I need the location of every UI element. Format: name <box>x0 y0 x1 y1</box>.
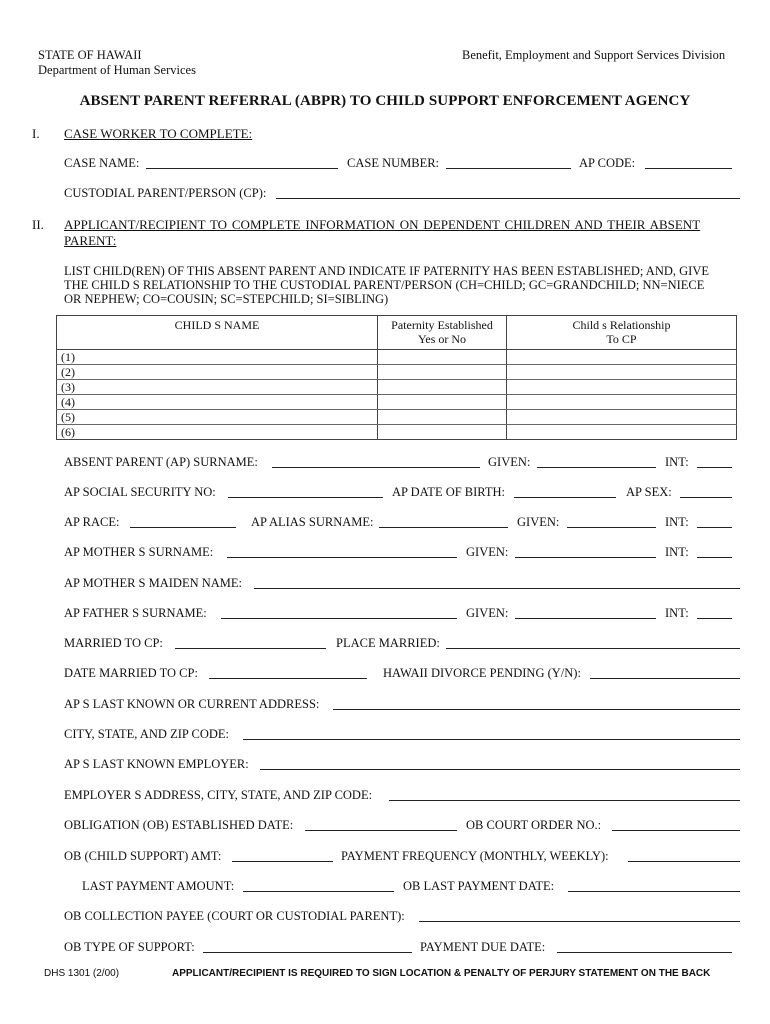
alias-given-field[interactable] <box>567 527 656 528</box>
case-name-field[interactable] <box>146 168 338 169</box>
ap-code-label: AP CODE: <box>579 156 636 170</box>
alias-int-label: INT: <box>665 515 689 529</box>
ob-payee-label: OB COLLECTION PAYEE (COURT OR CUSTODIAL PARENT): <box>64 909 405 923</box>
table-row <box>57 395 737 410</box>
form-number: DHS 1301 (2/00) <box>44 968 120 979</box>
children-table-header <box>57 316 737 350</box>
custodial-parent-field[interactable] <box>276 198 740 199</box>
col-child-name: CHILD S NAME <box>57 316 378 350</box>
ap-father-surname-label: AP FATHER S SURNAME: <box>64 606 207 620</box>
children-table <box>56 315 737 440</box>
case-number-field[interactable] <box>446 168 571 169</box>
ap-address-field[interactable] <box>333 709 740 710</box>
married-to-cp-field[interactable] <box>175 648 326 649</box>
state-name: STATE OF HAWAII <box>38 48 142 62</box>
table-row <box>57 410 737 425</box>
child-name-cell[interactable]: (6) <box>57 425 378 440</box>
ap-alias-label: AP ALIAS SURNAME: <box>251 515 374 529</box>
ap-mother-maiden-field[interactable] <box>254 588 740 589</box>
place-married-label: PLACE MARRIED: <box>336 636 440 650</box>
ap-address-label: AP S LAST KNOWN OR CURRENT ADDRESS: <box>64 697 320 711</box>
mother-int-field[interactable] <box>697 557 732 558</box>
ob-last-payment-date-label: OB LAST PAYMENT DATE: <box>403 879 555 893</box>
ap-race-label: AP RACE: <box>64 515 120 529</box>
ap-sex-label: AP SEX: <box>626 485 672 499</box>
ap-given-field[interactable] <box>537 467 656 468</box>
employer-address-label: EMPLOYER S ADDRESS, CITY, STATE, AND ZIP CODE: <box>64 788 373 802</box>
ob-type-label: OB TYPE OF SUPPORT: <box>64 940 195 954</box>
child-name-cell[interactable]: (2) <box>57 365 378 380</box>
ap-employer-label: AP S LAST KNOWN EMPLOYER: <box>64 757 249 771</box>
ap-ssn-label: AP SOCIAL SECURITY NO: <box>64 485 216 499</box>
table-row <box>57 425 737 440</box>
ob-date-label: OBLIGATION (OB) ESTABLISHED DATE: <box>64 818 294 832</box>
division-name: Benefit, Employment and Support Services Division <box>462 48 726 62</box>
payment-frequency-label: PAYMENT FREQUENCY (MONTHLY, WEEKLY): <box>341 849 609 863</box>
city-state-zip-label: CITY, STATE, AND ZIP CODE: <box>64 727 229 741</box>
ob-payee-field[interactable] <box>419 921 740 922</box>
department-name: Department of Human Services <box>38 63 196 77</box>
ob-type-field[interactable] <box>203 952 412 953</box>
child-name-cell[interactable]: (4) <box>57 395 378 410</box>
table-row <box>57 350 737 365</box>
ap-code-field[interactable] <box>645 168 732 169</box>
ap-ssn-field[interactable] <box>228 497 383 498</box>
divorce-pending-label: HAWAII DIVORCE PENDING (Y/N): <box>383 666 581 680</box>
ap-mother-maiden-label: AP MOTHER S MAIDEN NAME: <box>64 576 243 590</box>
child-name-cell[interactable]: (3) <box>57 380 378 395</box>
alias-given-label: GIVEN: <box>517 515 560 529</box>
father-int-field[interactable] <box>697 618 732 619</box>
ob-amt-field[interactable] <box>232 861 333 862</box>
child-name-cell[interactable]: (5) <box>57 410 378 425</box>
case-name-label: CASE NAME: <box>64 156 140 170</box>
ap-alias-field[interactable] <box>379 527 508 528</box>
ap-dob-field[interactable] <box>514 497 616 498</box>
ap-mother-surname-field[interactable] <box>227 557 457 558</box>
instructions-line2: THE CHILD S RELATIONSHIP TO THE CUSTODIAL PARENT/PERSON (CH=CHILD; GC=GRANDCHILD; NN=NIECE <box>64 278 705 292</box>
mother-int-label: INT: <box>665 545 689 559</box>
relationship-cell[interactable] <box>507 380 737 395</box>
father-given-label: GIVEN: <box>466 606 509 620</box>
ob-last-payment-date-field[interactable] <box>568 891 740 892</box>
table-row <box>57 380 737 395</box>
payment-frequency-field[interactable] <box>628 861 740 862</box>
date-married-label: DATE MARRIED TO CP: <box>64 666 198 680</box>
mother-given-field[interactable] <box>515 557 656 558</box>
father-int-label: INT: <box>665 606 689 620</box>
city-state-zip-field[interactable] <box>243 739 740 740</box>
ap-given-label: GIVEN: <box>488 455 531 469</box>
custodial-parent-label: CUSTODIAL PARENT/PERSON (CP): <box>64 186 267 200</box>
section-2-heading-line2: PARENT: <box>64 233 117 248</box>
ap-employer-field[interactable] <box>260 769 740 770</box>
ap-surname-label: ABSENT PARENT (AP) SURNAME: <box>64 455 258 469</box>
signature-notice: APPLICANT/RECIPIENT IS REQUIRED TO SIGN LOCATION & PENALTY OF PERJURY STATEMENT ON THE BACK <box>172 968 711 979</box>
paternity-cell[interactable] <box>378 395 507 410</box>
ap-dob-label: AP DATE OF BIRTH: <box>392 485 506 499</box>
ap-race-field[interactable] <box>130 527 236 528</box>
last-payment-amount-field[interactable] <box>243 891 394 892</box>
section-1-heading: CASE WORKER TO COMPLETE: <box>64 126 253 141</box>
payment-due-field[interactable] <box>557 952 732 953</box>
table-row <box>57 365 737 380</box>
mother-given-label: GIVEN: <box>466 545 509 559</box>
ap-surname-field[interactable] <box>272 467 480 468</box>
paternity-cell[interactable] <box>378 365 507 380</box>
ob-date-field[interactable] <box>305 830 457 831</box>
instructions-line1: LIST CHILD(REN) OF THIS ABSENT PARENT AND INDICATE IF PATERNITY HAS BEEN ESTABLISHED; AND, GIVE <box>64 264 709 278</box>
paternity-cell[interactable] <box>378 410 507 425</box>
father-given-field[interactable] <box>515 618 656 619</box>
ap-father-surname-field[interactable] <box>221 618 457 619</box>
case-number-label: CASE NUMBER: <box>347 156 440 170</box>
last-payment-amount-label: LAST PAYMENT AMOUNT: <box>82 879 235 893</box>
relationship-cell[interactable] <box>507 365 737 380</box>
section-1-numeral: I. <box>32 126 40 141</box>
ap-sex-field[interactable] <box>680 497 732 498</box>
ob-amt-label: OB (CHILD SUPPORT) AMT: <box>64 849 222 863</box>
married-to-cp-label: MARRIED TO CP: <box>64 636 163 650</box>
col-paternity: Paternity Established Yes or No <box>378 316 507 350</box>
ap-mother-surname-label: AP MOTHER S SURNAME: <box>64 545 214 559</box>
paternity-cell[interactable] <box>378 350 507 365</box>
section-2-heading-line1: APPLICANT/RECIPIENT TO COMPLETE INFORMATION ON DEPENDENT CHILDREN AND THEIR ABSENT <box>64 217 701 232</box>
ap-int-field[interactable] <box>697 467 732 468</box>
ob-court-order-label: OB COURT ORDER NO.: <box>466 818 602 832</box>
col-relationship: Child s Relationship To CP <box>507 316 737 350</box>
relationship-cell[interactable] <box>507 350 737 365</box>
employer-address-field[interactable] <box>389 800 740 801</box>
section-2-numeral: II. <box>32 217 44 232</box>
place-married-field[interactable] <box>446 648 740 649</box>
ob-court-order-field[interactable] <box>612 830 740 831</box>
relationship-cell[interactable] <box>507 425 737 440</box>
alias-int-field[interactable] <box>697 527 732 528</box>
ap-int-label: INT: <box>665 455 689 469</box>
instructions-line3: OR NEPHEW; CO=COUSIN; SC=STEPCHILD; SI=SIBLING) <box>64 292 389 306</box>
child-name-cell[interactable]: (1) <box>57 350 378 365</box>
form-title: ABSENT PARENT REFERRAL (ABPR) TO CHILD SUPPORT ENFORCEMENT AGENCY <box>79 93 691 109</box>
divorce-pending-field[interactable] <box>590 678 740 679</box>
payment-due-label: PAYMENT DUE DATE: <box>420 940 546 954</box>
date-married-field[interactable] <box>209 678 367 679</box>
paternity-cell[interactable] <box>378 380 507 395</box>
relationship-cell[interactable] <box>507 410 737 425</box>
paternity-cell[interactable] <box>378 425 507 440</box>
relationship-cell[interactable] <box>507 395 737 410</box>
